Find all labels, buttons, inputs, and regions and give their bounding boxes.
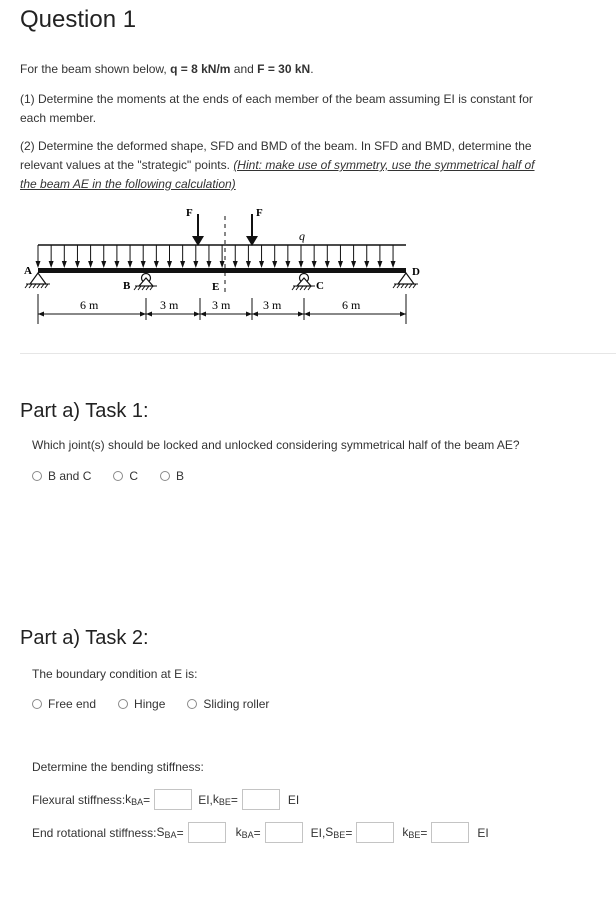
load-arrow-head [141,261,146,268]
option-label: B and C [48,469,92,483]
dimension-arrow-head [200,312,206,317]
load-arrow-head [167,261,172,268]
k-be-input[interactable] [242,789,280,810]
unit-ei: EI [287,792,300,807]
unit-ei: EI, [310,825,326,840]
load-arrow-head [114,261,119,268]
option-label: Sliding roller [203,697,270,711]
part-a-task-1-title: Part a) Task 1: [20,400,149,422]
k-be-symbol: $k_{BE}$ [402,825,421,840]
s-be-input[interactable] [356,822,394,843]
k-be-coef-input[interactable] [431,822,469,843]
s-ba-input[interactable] [188,822,226,843]
radio-icon[interactable] [118,699,128,709]
dim-center: 3 m [212,298,231,312]
load-arrow-head [233,261,238,268]
task-1-text: (1) Determine the moments at the ends of each member of the beam assuming EI is constant for each member. [20,92,533,125]
k-ba-symbol: $k_{BA}$ [125,792,144,807]
load-arrow-head [391,261,396,268]
dimension-arrow-head [194,312,200,317]
dimension-arrow-head [252,312,258,317]
load-arrow-head [62,261,67,268]
equals: = [176,825,184,840]
dim-right-load-c: 3 m [263,298,282,312]
support-c [292,274,315,291]
load-arrow-head [180,261,185,268]
unit-ei: EI, [198,792,213,807]
stiffness-prompt: Determine the bending stiffness: [32,760,204,774]
load-arrow-head [272,261,277,268]
load-arrow-head [325,261,330,268]
task-2-text [20,137,540,194]
option-label: Free end [48,697,97,711]
dimension-arrow-head [298,312,304,317]
load-arrow-head [312,261,317,268]
option-free-end[interactable] [32,697,96,711]
distributed-load-arrows [36,245,396,268]
label-a: A [24,265,32,277]
intro-and: and [230,62,258,76]
section-divider [20,353,616,354]
label-d: D [412,266,420,278]
task-2-body: (2) Determine the deformed shape, SFD and BMD of the beam. In SFD and BMD, determine the relevant values at the "strategic" points. [20,139,532,172]
load-arrow-head [377,261,382,268]
load-arrow-head [193,261,198,268]
option-sliding-roller[interactable] [187,697,269,711]
dimension-arrow-head [304,312,310,317]
label-e: E [212,281,220,293]
equals: = [230,792,238,807]
equals: = [143,792,151,807]
label-b: B [123,280,131,292]
option-hinge[interactable] [118,697,165,711]
dimension-arrow-head [146,312,152,317]
load-arrow-head [364,261,369,268]
load-arrow-head [36,261,41,268]
flexural-label: Flexural stiffness: [32,792,126,807]
rotational-stiffness-row [32,822,489,843]
load-arrow-head [49,261,54,268]
label-c: C [316,280,324,292]
task-1-question: Which joint(s) should be locked and unlocked considering symmetrical half of the beam AE? [32,438,520,452]
problem-intro [20,60,540,79]
point-load-left [192,214,204,246]
label-f-left: F [186,207,193,219]
load-arrow-head [220,261,225,268]
k-ba-symbol: $k_{BA}$ [235,825,254,840]
beam-diagram [20,198,420,328]
s-be-symbol: $S_{BE}$ [325,825,346,840]
equals: = [253,825,261,840]
option-b[interactable] [160,469,184,483]
dim-cd: 6 m [342,298,361,312]
option-label: B [176,469,185,483]
rotational-label: End rotational stiffness: [32,825,157,840]
intro-text: For the beam shown below, [20,62,171,76]
option-b-and-c[interactable] [32,469,91,483]
load-arrow-head [338,261,343,268]
part-a-task-2-title: Part a) Task 2: [20,627,149,649]
load-arrow-head [351,261,356,268]
k-ba-input[interactable] [154,789,192,810]
support-b [134,274,157,291]
equals: = [420,825,428,840]
dimension-arrow-head [246,312,252,317]
boundary-question: The boundary condition at E is: [32,667,198,681]
dimension-arrow-head [38,312,44,317]
task-1-options [32,469,206,483]
load-arrow-head [88,261,93,268]
dim-ab: 6 m [80,298,99,312]
load-arrow-head [206,261,211,268]
load-arrow-head [259,261,264,268]
dimension-arrow-head [140,312,146,317]
option-c[interactable] [113,469,138,483]
load-arrow-head [246,261,251,268]
radio-icon[interactable] [113,471,123,481]
hint-link[interactable]: (Hint: make use of symmetry, use the symmetrical half of the beam AE in the following calculation) [20,158,535,191]
k-ba-coef-input[interactable] [265,822,303,843]
load-arrow-head [299,261,304,268]
dimension-arrow-head [400,312,406,317]
option-label: Hinge [134,697,166,711]
f-value: F = 30 kN [257,62,311,76]
k-be-symbol: $k_{BE}$ [212,792,231,807]
equals: = [345,825,353,840]
dim-b-left-load: 3 m [160,298,179,312]
load-arrow-head [154,261,159,268]
radio-icon[interactable] [187,699,197,709]
intro-suffix: . [310,62,314,76]
q-value: q = 8 kN/m [170,62,231,76]
label-q: q [299,229,305,243]
radio-icon[interactable] [32,699,42,709]
unit-ei: EI [477,825,489,840]
load-arrow-head [101,261,106,268]
load-arrow-head [128,261,133,268]
label-f-right: F [256,207,263,219]
boundary-options [32,697,291,711]
flexural-stiffness-row [32,789,299,810]
beam [38,268,406,273]
radio-icon[interactable] [160,471,170,481]
question-title: Question 1 [20,6,137,33]
load-arrow-head [75,261,80,268]
s-ba-symbol: $S_{BA}$ [156,825,177,840]
radio-icon[interactable] [32,471,42,481]
load-arrow-head [285,261,290,268]
option-label: C [129,469,139,483]
